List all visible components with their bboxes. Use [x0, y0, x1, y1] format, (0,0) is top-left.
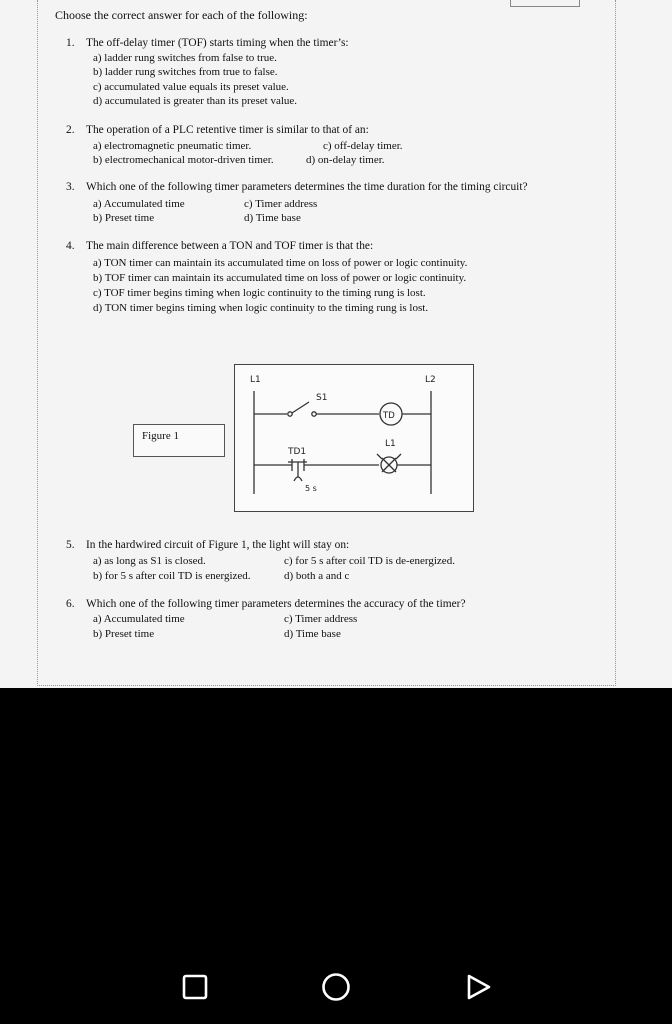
square-icon	[182, 974, 208, 1000]
option: c) Timer address	[244, 198, 318, 210]
question-3	[66, 181, 528, 194]
question-number: 4.	[66, 240, 75, 252]
option: a) ladder rung switches from false to true.	[93, 52, 277, 64]
question-4	[66, 240, 373, 253]
circuit-diagram	[234, 364, 474, 512]
switch-terminal	[288, 412, 292, 416]
option: a) Accumulated time	[93, 613, 185, 625]
contact-label: TD1	[288, 447, 307, 457]
option: b) Preset time	[93, 628, 155, 640]
back-button[interactable]	[466, 974, 492, 1006]
option: d) Time base	[284, 628, 341, 640]
option: a) TON timer can maintain its accumulated time on loss of power or logic continuity.	[93, 257, 468, 269]
rail-left-label: L1	[250, 375, 261, 385]
question-stem: The main difference between a TON and TOF timer is that the:	[86, 240, 374, 252]
instructions: Choose the correct answer for each of the following:	[55, 8, 308, 22]
circle-icon	[321, 972, 351, 1002]
question-stem: The operation of a PLC retentive timer is similar to that of an:	[86, 124, 369, 136]
triangle-icon	[466, 973, 492, 1001]
question-6	[66, 598, 466, 611]
option: a) Accumulated time	[93, 198, 185, 210]
question-stem: The off-delay timer (TOF) starts timing when the timer’s:	[86, 37, 349, 49]
option: d) TON timer begins timing when logic continuity to the timing rung is lost.	[93, 302, 429, 314]
option: d) both a and c	[284, 570, 350, 582]
option: c) Timer address	[284, 613, 358, 625]
option: a) as long as S1 is closed.	[93, 555, 206, 567]
question-number: 3.	[66, 181, 75, 193]
score-box	[510, 0, 580, 7]
question-stem: Which one of the following timer parameters determines the time duration for the timing circuit?	[86, 181, 528, 193]
ladder-diagram	[235, 365, 473, 511]
question-number: 5.	[66, 539, 75, 551]
question-2	[66, 124, 369, 137]
switch-blade	[292, 402, 309, 413]
question-number: 2.	[66, 124, 75, 136]
option: c) for 5 s after coil TD is de-energized.	[284, 555, 455, 567]
figure-label-box	[133, 424, 225, 457]
home-button[interactable]	[321, 974, 351, 1007]
option: c) accumulated value equals its preset value.	[93, 81, 289, 93]
option: d) Time base	[244, 212, 301, 224]
option: d) accumulated is greater than its preset value.	[93, 95, 298, 107]
rail-right-label: L2	[425, 375, 436, 385]
coil-label: TD	[383, 411, 395, 421]
switch-label: S1	[316, 393, 328, 403]
option: d) on-delay timer.	[306, 154, 385, 166]
question-1	[66, 37, 349, 50]
lamp-label: L1	[385, 439, 396, 449]
delay-label: 5 s	[305, 484, 317, 493]
option: b) ladder rung switches from true to false.	[93, 66, 278, 78]
option: a) electromagnetic pneumatic timer.	[93, 140, 252, 152]
option: c) off-delay timer.	[323, 140, 403, 152]
question-number: 6.	[66, 598, 75, 610]
question-stem: Which one of the following timer parameters determines the accuracy of the timer?	[86, 598, 466, 610]
question-number: 1.	[66, 37, 75, 49]
option: b) Preset time	[93, 212, 155, 224]
recents-button[interactable]	[182, 974, 208, 1005]
question-5	[66, 539, 349, 552]
navigation-bar	[0, 940, 672, 1024]
question-stem: In the hardwired circuit of Figure 1, the light will stay on:	[86, 539, 350, 551]
option: b) for 5 s after coil TD is energized.	[93, 570, 251, 582]
option: b) TOF timer can maintain its accumulated time on loss of power or logic continuity.	[93, 272, 467, 284]
figure-label: Figure 1	[142, 430, 179, 442]
option: c) TOF timer begins timing when logic continuity to the timing rung is lost.	[93, 287, 426, 299]
option: b) electromechanical motor-driven timer.	[93, 154, 274, 166]
